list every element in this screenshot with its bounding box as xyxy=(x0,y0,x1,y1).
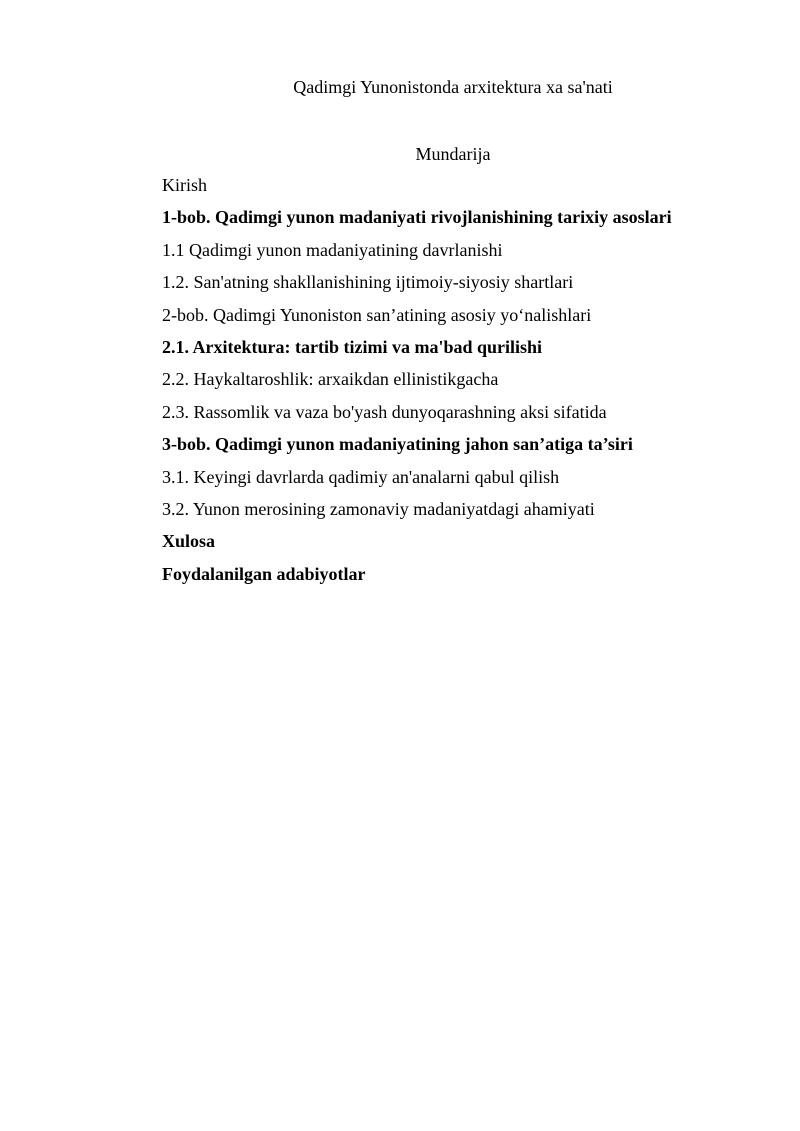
toc-item-section-2-2: 2.2. Haykaltaroshlik: arxaikdan ellinistikgacha xyxy=(162,369,499,390)
toc-item-section-3-2: 3.2. Yunon merosining zamonaviy madaniyatdagi ahamiyati xyxy=(162,498,595,519)
toc-item-section-3-1: 3.1. Keyingi davrlarda qadimiy an'analarni qabul qilish xyxy=(162,466,560,487)
document-title: Qadimgi Yunonistonda arxitektura xa sa'nati xyxy=(293,77,613,97)
toc-item-chapter-3: 3-bob. Qadimgi yunon madaniyatining jahon san’atiga ta’siri xyxy=(162,434,633,455)
toc-item-references: Foydalanilgan adabiyotlar xyxy=(162,563,366,584)
toc-item-introduction: Kirish xyxy=(162,175,207,195)
toc-item-section-1-2: 1.2. San'atning shakllanishining ijtimoiy-siyosiy shartlari xyxy=(162,272,574,293)
toc-item-section-1-1: 1.1 Qadimgi yunon madaniyatining davrlanishi xyxy=(162,239,503,260)
toc-item-section-2-3: 2.3. Rassomlik va vaza bo'yash dunyoqarashning aksi sifatida xyxy=(162,401,607,422)
toc-item-chapter-2: 2-bob. Qadimgi Yunoniston san’atining asosiy yoʻnalishlari xyxy=(162,304,592,325)
table-of-contents xyxy=(162,174,782,595)
toc-item-section-2-1: 2.1. Arxitektura: tartib tizimi va ma'bad qurilishi xyxy=(162,336,542,357)
toc-item-conclusion: Xulosa xyxy=(162,531,216,552)
toc-item-chapter-1: 1-bob. Qadimgi yunon madaniyati rivojlanishining tarixiy asoslari xyxy=(162,207,672,228)
toc-heading: Mundarija xyxy=(415,144,491,164)
